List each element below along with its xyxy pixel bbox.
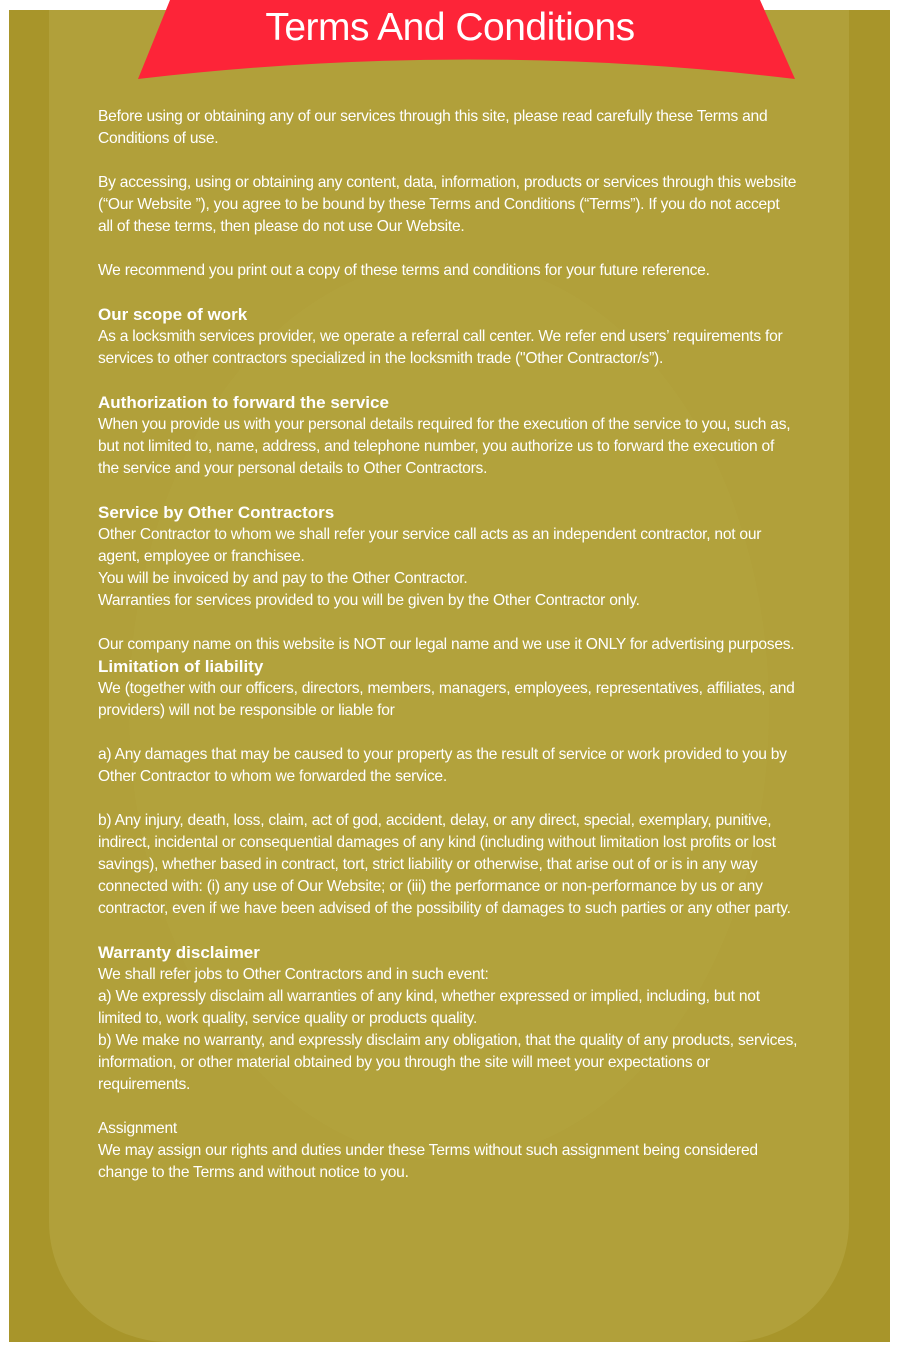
intro-paragraph: We recommend you print out a copy of these terms and conditions for your future reference. [98,262,710,279]
intro-paragraph: By accessing, using or obtaining any content, data, information, products or services through this website (“Our Website ”), you agree to be bound by these Terms and Conditions (“Terms”). If you do not accept all of these terms, then please do not use Our Website. [98,174,797,235]
page-title: Terms And Conditions [265,6,635,49]
section-heading: Our scope of work [98,305,248,324]
section-text: b) We make no warranty, and expressly disclaim any obligation, that the quality of any products, services, information, or other material obtained by you through the site will meet your expectations or requirements. [98,1032,798,1093]
section-text: b) Any injury, death, loss, claim, act of god, accident, delay, or any direct, special, exemplary, punitive, indirect, incidental or consequential damages of any kind (including without limitation lost profits or lost savings), whether based in contract, tort, strict liability or otherwise, that arise out of or is in any way connected with: (i) any use of Our Website; or (iii) the performance or non-performance by us or any contractor, even if we have been advised of the possibility of damages to such parties or any other party. [98,812,791,917]
section-text: We shall refer jobs to Other Contractors and in such event: [98,966,489,983]
assignment-heading: Assignment [98,1120,177,1137]
section-text: We may assign our rights and duties under these Terms without such assignment being considered change to the Terms and without notice to you. [98,1142,758,1181]
section-heading: Authorization to forward the service [98,393,389,412]
terms-content [98,106,798,1184]
intro-paragraph: Before using or obtaining any of our services through this site, please read carefully these Terms and Conditions of use. [98,108,768,147]
section-text: a) Any damages that may be caused to your property as the result of service or work provided to you by Other Contractor to whom we forwarded the service. [98,746,787,785]
section-text: a) We expressly disclaim all warranties of any kind, whether expressed or implied, including, but not limited to, work quality, service quality or products quality. [98,988,760,1027]
section-text: Warranties for services provided to you will be given by the Other Contractor only. [98,592,640,609]
section-text: We (together with our officers, directors, members, managers, employees, representatives, affiliates, and providers) will not be responsible or liable for [98,680,795,719]
section-heading: Limitation of liability [98,657,264,676]
section-heading: Service by Other Contractors [98,503,335,522]
section-text: You will be invoiced by and pay to the Other Contractor. [98,570,468,587]
section-heading: Warranty disclaimer [98,943,260,962]
section-text: When you provide us with your personal details required for the execution of the service to you, such as, but not limited to, name, address, and telephone number, you authorize us to forward the execution of the service and your personal details to Other Contractors. [98,416,791,477]
section-text: Other Contractor to whom we shall refer your service call acts as an independent contractor, not our agent, employee or franchisee. [98,526,762,565]
section-text: As a locksmith services provider, we operate a referral call center. We refer end users’ requirements for services to other contractors specialized in the locksmith trade ("Other Contractor/s”). [98,328,783,367]
company-note: Our company name on this website is NOT our legal name and we use it ONLY for advertising purposes. [98,636,795,653]
